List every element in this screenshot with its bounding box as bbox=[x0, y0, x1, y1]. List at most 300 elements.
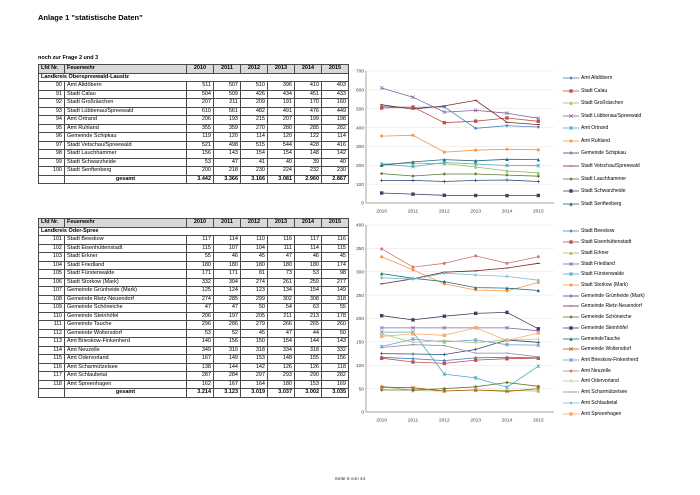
legend-label: Gemeinde Rietz-Neuendorf bbox=[581, 303, 642, 310]
value-cell: 47 bbox=[268, 253, 295, 262]
legend-label: Amt Spreenhagen bbox=[581, 410, 622, 417]
legend-swatch-icon bbox=[563, 125, 579, 131]
x-tick-label: 2011 bbox=[407, 209, 419, 215]
value-cell: 260 bbox=[322, 321, 349, 330]
value-cell: 180 bbox=[214, 261, 241, 270]
chart-series bbox=[380, 272, 540, 292]
legend-label: Stadt Lübbenau/Spreewald bbox=[581, 112, 642, 119]
value-cell: 482 bbox=[241, 107, 268, 116]
value-cell: 359 bbox=[214, 124, 241, 133]
square-marker-icon bbox=[443, 121, 446, 124]
value-cell: 47 bbox=[214, 158, 241, 167]
table-row bbox=[39, 124, 349, 133]
series-line bbox=[382, 174, 539, 177]
x-tick-label: 2013 bbox=[470, 209, 482, 215]
table-row bbox=[39, 355, 349, 364]
gesamt-value-cell: 3.366 bbox=[214, 175, 241, 184]
value-cell: 46 bbox=[214, 253, 241, 262]
empty-cell bbox=[39, 175, 65, 184]
legend-item bbox=[563, 176, 691, 182]
legend-label: Stadt Lauchhammer bbox=[581, 175, 627, 182]
legend-swatch-icon bbox=[563, 188, 579, 194]
circle-marker-icon bbox=[505, 148, 508, 151]
x-tick-label: 2010 bbox=[376, 418, 388, 424]
legend-swatch-icon bbox=[563, 389, 579, 395]
legend-swatch-icon bbox=[563, 88, 579, 94]
gesamt-value-cell: 3.081 bbox=[268, 175, 295, 184]
value-cell: 209 bbox=[241, 99, 268, 108]
legend-item bbox=[563, 282, 691, 288]
square-marker-icon bbox=[505, 194, 508, 197]
gesamt-value-cell: 3.002 bbox=[295, 389, 322, 398]
legend-label: Gemeinde Steinhöfel bbox=[581, 324, 628, 331]
gesamt-value-cell: 3.019 bbox=[241, 389, 268, 398]
value-cell: 180 bbox=[241, 261, 268, 270]
value-cell: 302 bbox=[268, 295, 295, 304]
table-row bbox=[39, 141, 349, 150]
y-tick-label: 100 bbox=[355, 182, 364, 188]
value-cell: 610 bbox=[187, 107, 214, 116]
value-cell: 115 bbox=[322, 244, 349, 253]
feuerwehr-name-cell: Gemeinde Rietz-Neuendorf bbox=[65, 295, 187, 304]
legend-item bbox=[563, 303, 691, 309]
circle-marker-icon bbox=[443, 262, 446, 265]
circle-marker-icon bbox=[380, 255, 383, 258]
square-marker-icon bbox=[411, 192, 414, 195]
gesamt-value-cell: 2.960 bbox=[295, 175, 322, 184]
lfd-nr-cell: 93 bbox=[39, 107, 65, 116]
value-cell: 143 bbox=[322, 338, 349, 347]
square-marker-icon bbox=[380, 191, 383, 194]
legend-swatch-icon bbox=[563, 261, 579, 267]
lfd-nr-cell: 99 bbox=[39, 158, 65, 167]
legend-item bbox=[563, 239, 691, 245]
value-cell: 218 bbox=[214, 167, 241, 176]
value-cell: 428 bbox=[295, 141, 322, 150]
legend-swatch-icon bbox=[563, 314, 579, 320]
diamond-marker-icon bbox=[443, 172, 446, 175]
x-tick-label: 2015 bbox=[532, 209, 544, 215]
circle-marker-icon bbox=[474, 149, 477, 152]
y-tick-label: 100 bbox=[355, 363, 364, 369]
y-tick-label: 400 bbox=[355, 223, 364, 229]
y-tick-label: 200 bbox=[355, 163, 364, 169]
lfd-nr-cell: 92 bbox=[39, 99, 65, 108]
value-cell: 230 bbox=[241, 167, 268, 176]
gesamt-label-cell: gesamt bbox=[65, 175, 187, 184]
legend-label: Gemeinde Woltersdorf bbox=[581, 346, 631, 353]
x-tick-label: 2011 bbox=[407, 418, 419, 424]
year-column-header: 2015 bbox=[322, 219, 349, 228]
feuerwehr-name-cell: Amt Ortrand bbox=[65, 116, 187, 125]
square-marker-icon bbox=[443, 334, 446, 337]
lfd-nr-cell: 96 bbox=[39, 133, 65, 142]
x-tick-label: 2013 bbox=[470, 418, 482, 424]
value-cell: 449 bbox=[322, 107, 349, 116]
lfd-nr-cell: 102 bbox=[39, 244, 65, 253]
value-cell: 73 bbox=[268, 270, 295, 279]
legend-swatch-icon bbox=[563, 282, 579, 288]
square-marker-icon bbox=[505, 311, 508, 314]
star-marker-icon bbox=[537, 364, 540, 367]
diamond-marker-icon bbox=[474, 172, 477, 175]
value-cell: 46 bbox=[295, 253, 322, 262]
value-cell: 318 bbox=[295, 346, 322, 355]
value-cell: 296 bbox=[187, 321, 214, 330]
value-cell: 40 bbox=[322, 158, 349, 167]
chart-series bbox=[380, 247, 540, 268]
diamond-marker-icon bbox=[569, 177, 572, 180]
table-row bbox=[39, 107, 349, 116]
table-oder-spree bbox=[38, 218, 349, 398]
legend-item bbox=[563, 188, 691, 194]
value-cell: 318 bbox=[241, 346, 268, 355]
plus-marker-icon bbox=[411, 179, 414, 182]
column-header: Lfd Nr. bbox=[39, 219, 65, 228]
value-cell: 53 bbox=[187, 158, 214, 167]
total-row bbox=[39, 389, 349, 398]
value-cell: 200 bbox=[187, 167, 214, 176]
y-tick-label: 150 bbox=[355, 340, 364, 346]
legend-label: Amt Schlaubetal bbox=[581, 399, 618, 406]
legend-label: Gemeinde Schipkau bbox=[581, 150, 627, 157]
square-marker-icon bbox=[380, 357, 383, 360]
table-row bbox=[39, 99, 349, 108]
plus-marker-icon bbox=[569, 380, 572, 383]
feuerwehr-name-cell: Amt Neuzelle bbox=[65, 346, 187, 355]
chart-oberspreewald-lausitz bbox=[344, 66, 691, 216]
square-marker-icon bbox=[474, 194, 477, 197]
value-cell: 50 bbox=[322, 329, 349, 338]
lfd-nr-cell: 91 bbox=[39, 90, 65, 99]
value-cell: 207 bbox=[268, 116, 295, 125]
diamond-marker-icon bbox=[537, 278, 540, 281]
square-marker-icon bbox=[569, 89, 572, 92]
series-line bbox=[382, 159, 539, 165]
circle-marker-icon bbox=[505, 289, 508, 292]
legend-swatch-icon bbox=[563, 378, 579, 384]
value-cell: 162 bbox=[187, 380, 214, 389]
diamond-marker-icon bbox=[411, 357, 414, 360]
value-cell: 285 bbox=[214, 295, 241, 304]
value-cell: 197 bbox=[214, 312, 241, 321]
table-row bbox=[39, 312, 349, 321]
legend-item bbox=[563, 357, 691, 363]
value-cell: 561 bbox=[214, 107, 241, 116]
series-line bbox=[382, 328, 539, 331]
chart-series bbox=[380, 100, 540, 124]
value-cell: 125 bbox=[187, 287, 214, 296]
legend-label: Amt Altdöbern bbox=[581, 75, 613, 82]
square-marker-icon bbox=[537, 120, 540, 123]
legend-swatch-icon bbox=[563, 75, 579, 81]
value-cell: 266 bbox=[268, 321, 295, 330]
legend-swatch-icon bbox=[563, 176, 579, 182]
legend-swatch-icon bbox=[563, 163, 579, 169]
chart-plot-area bbox=[344, 220, 559, 425]
feuerwehr-name-cell: Stadt Eisenhüttenstadt bbox=[65, 244, 187, 253]
value-cell: 171 bbox=[187, 270, 214, 279]
value-cell: 193 bbox=[214, 116, 241, 125]
value-cell: 174 bbox=[322, 261, 349, 270]
legend-item bbox=[563, 325, 691, 331]
plus-marker-icon bbox=[380, 179, 383, 182]
feuerwehr-name-cell: Gemeinde Woltersdorf bbox=[65, 329, 187, 338]
value-cell: 279 bbox=[241, 321, 268, 330]
plus-marker-icon bbox=[411, 352, 414, 355]
value-cell: 290 bbox=[295, 372, 322, 381]
diamond-marker-icon bbox=[474, 385, 477, 388]
circle-marker-icon bbox=[537, 148, 540, 151]
gesamt-label-cell: gesamt bbox=[65, 389, 187, 398]
square-marker-icon bbox=[537, 327, 540, 330]
frage-note: noch zur Frage 2 und 3 bbox=[38, 55, 99, 61]
plus-marker-icon bbox=[443, 180, 446, 183]
year-column-header: 2010 bbox=[187, 65, 214, 74]
value-cell: 40 bbox=[268, 158, 295, 167]
feuerwehr-name-cell: Amt Altdöbern bbox=[65, 82, 187, 91]
plus-marker-icon bbox=[569, 152, 572, 155]
feuerwehr-name-cell: Stadt Lübbenau/Spreewald bbox=[65, 107, 187, 116]
table-header-row bbox=[39, 219, 349, 228]
diamond-marker-icon bbox=[474, 273, 477, 276]
value-cell: 274 bbox=[187, 295, 214, 304]
table-row bbox=[39, 270, 349, 279]
year-column-header: 2012 bbox=[241, 65, 268, 74]
plus-marker-icon bbox=[537, 337, 540, 340]
section-row bbox=[39, 227, 349, 236]
year-column-header: 2013 bbox=[268, 219, 295, 228]
lfd-nr-cell: 103 bbox=[39, 253, 65, 262]
value-cell: 286 bbox=[214, 321, 241, 330]
feuerwehr-name-cell: Stadt Storkow (Mark) bbox=[65, 278, 187, 287]
value-cell: 81 bbox=[241, 270, 268, 279]
y-tick-label: 300 bbox=[355, 145, 364, 151]
value-cell: 206 bbox=[187, 116, 214, 125]
chart-series bbox=[380, 161, 540, 169]
table-row bbox=[39, 295, 349, 304]
value-cell: 198 bbox=[322, 116, 349, 125]
lfd-nr-cell: 100 bbox=[39, 167, 65, 176]
legend-label: Amt Scharmützelsee bbox=[581, 389, 628, 396]
legend-label: Amt Ortrand bbox=[581, 125, 609, 132]
value-cell: 155 bbox=[295, 355, 322, 364]
legend-item bbox=[563, 250, 691, 256]
feuerwehr-name-cell: Gemeinde Grünheide (Mark) bbox=[65, 287, 187, 296]
legend-label: Stadt Beeskow bbox=[581, 228, 615, 235]
chart-series bbox=[380, 191, 540, 197]
value-cell: 107 bbox=[214, 244, 241, 253]
series-line bbox=[382, 340, 539, 355]
square-marker-icon bbox=[537, 331, 540, 334]
value-cell: 511 bbox=[187, 82, 214, 91]
table-row bbox=[39, 253, 349, 262]
value-cell: 270 bbox=[241, 124, 268, 133]
legend-item bbox=[563, 113, 691, 119]
value-cell: 138 bbox=[187, 363, 214, 372]
empty-cell bbox=[39, 389, 65, 398]
legend-swatch-icon bbox=[563, 201, 579, 207]
diamond-marker-icon bbox=[505, 124, 508, 127]
value-cell: 180 bbox=[187, 261, 214, 270]
feuerwehr-name-cell: Stadt Friedland bbox=[65, 261, 187, 270]
value-cell: 120 bbox=[268, 133, 295, 142]
square-marker-icon bbox=[443, 362, 446, 365]
value-cell: 509 bbox=[214, 90, 241, 99]
plus-marker-icon bbox=[569, 294, 572, 297]
value-cell: 434 bbox=[268, 90, 295, 99]
value-cell: 491 bbox=[268, 107, 295, 116]
value-cell: 120 bbox=[214, 133, 241, 142]
y-tick-label: 350 bbox=[355, 247, 364, 253]
table-row bbox=[39, 346, 349, 355]
legend-swatch-icon bbox=[563, 368, 579, 374]
x-tick-label: 2010 bbox=[376, 209, 388, 215]
value-cell: 45 bbox=[241, 253, 268, 262]
circle-marker-icon bbox=[411, 268, 414, 271]
value-cell: 334 bbox=[268, 346, 295, 355]
statistik-table bbox=[38, 218, 349, 398]
circle-marker-icon bbox=[443, 151, 446, 154]
legend-swatch-icon bbox=[563, 271, 579, 277]
table-row bbox=[39, 304, 349, 313]
value-cell: 110 bbox=[241, 236, 268, 245]
feuerwehr-name-cell: Amt Odervorland bbox=[65, 355, 187, 364]
legend-item bbox=[563, 314, 691, 320]
section-row bbox=[39, 73, 349, 82]
legend-item bbox=[563, 201, 691, 207]
legend-label: Stadt Eisenhüttenstadt bbox=[581, 239, 632, 246]
value-cell: 47 bbox=[268, 329, 295, 338]
y-tick-label: 250 bbox=[355, 293, 364, 299]
value-cell: 287 bbox=[187, 372, 214, 381]
chart-legend bbox=[559, 72, 691, 210]
value-cell: 117 bbox=[295, 236, 322, 245]
value-cell: 52 bbox=[214, 329, 241, 338]
value-cell: 211 bbox=[268, 312, 295, 321]
table-row bbox=[39, 133, 349, 142]
value-cell: 156 bbox=[187, 150, 214, 159]
value-cell: 111 bbox=[268, 244, 295, 253]
value-cell: 55 bbox=[187, 253, 214, 262]
value-cell: 232 bbox=[295, 167, 322, 176]
value-cell: 149 bbox=[322, 287, 349, 296]
year-column-header: 2012 bbox=[241, 219, 268, 228]
table-row bbox=[39, 372, 349, 381]
diamond-marker-icon bbox=[537, 125, 540, 128]
value-cell: 116 bbox=[268, 236, 295, 245]
square-marker-icon bbox=[411, 332, 414, 335]
lfd-nr-cell: 113 bbox=[39, 338, 65, 347]
year-column-header: 2010 bbox=[187, 219, 214, 228]
value-cell: 310 bbox=[214, 346, 241, 355]
value-cell: 277 bbox=[322, 278, 349, 287]
feuerwehr-name-cell: Amt Ruhland bbox=[65, 124, 187, 133]
value-cell: 114 bbox=[241, 133, 268, 142]
legend-swatch-icon bbox=[563, 293, 579, 299]
table-row bbox=[39, 90, 349, 99]
legend-label: Gemeinde Grünheide (Mark) bbox=[581, 292, 645, 299]
legend-swatch-icon bbox=[563, 239, 579, 245]
series-line bbox=[382, 180, 539, 182]
legend-swatch-icon bbox=[563, 228, 579, 234]
value-cell: 47 bbox=[214, 304, 241, 313]
statistik-table bbox=[38, 64, 349, 184]
series-line bbox=[382, 135, 539, 152]
table-row bbox=[39, 244, 349, 253]
x-tick-label: 2014 bbox=[501, 209, 513, 215]
value-cell: 282 bbox=[322, 124, 349, 133]
value-cell: 150 bbox=[241, 338, 268, 347]
feuerwehr-name-cell: Stadt Fürstenwalde bbox=[65, 270, 187, 279]
table-row bbox=[39, 261, 349, 270]
series-line bbox=[382, 274, 539, 291]
square-marker-icon bbox=[474, 326, 477, 329]
diamond-marker-icon bbox=[569, 401, 572, 404]
square-marker-icon bbox=[569, 326, 572, 329]
value-cell: 115 bbox=[187, 244, 214, 253]
page-title: Anlage 1 "statistische Daten" bbox=[38, 13, 143, 22]
value-cell: 124 bbox=[214, 287, 241, 296]
value-cell: 154 bbox=[295, 287, 322, 296]
value-cell: 308 bbox=[295, 295, 322, 304]
square-marker-icon bbox=[411, 105, 414, 108]
legend-item bbox=[563, 271, 691, 277]
value-cell: 299 bbox=[241, 295, 268, 304]
total-row bbox=[39, 175, 349, 184]
diamond-marker-icon bbox=[380, 172, 383, 175]
value-cell: 304 bbox=[214, 278, 241, 287]
feuerwehr-name-cell: Amt Schlaubetal bbox=[65, 372, 187, 381]
lfd-nr-cell: 111 bbox=[39, 321, 65, 330]
value-cell: 213 bbox=[295, 312, 322, 321]
legend-label: Stadt Großräschen bbox=[581, 100, 624, 107]
legend-swatch-icon bbox=[563, 113, 579, 119]
lfd-nr-cell: 106 bbox=[39, 278, 65, 287]
value-cell: 160 bbox=[322, 99, 349, 108]
plus-marker-icon bbox=[537, 180, 540, 183]
value-cell: 211 bbox=[214, 99, 241, 108]
legend-item bbox=[563, 150, 691, 156]
year-column-header: 2011 bbox=[214, 219, 241, 228]
series-line bbox=[382, 249, 539, 267]
y-tick-label: 0 bbox=[361, 410, 364, 416]
lfd-nr-cell: 90 bbox=[39, 82, 65, 91]
legend-label: Amt Neuzelle bbox=[581, 367, 611, 374]
value-cell: 154 bbox=[268, 338, 295, 347]
legend-item bbox=[563, 88, 691, 94]
value-cell: 170 bbox=[295, 99, 322, 108]
table-row bbox=[39, 380, 349, 389]
square-marker-icon bbox=[380, 314, 383, 317]
diamond-marker-icon bbox=[537, 175, 540, 178]
diamond-marker-icon bbox=[505, 173, 508, 176]
circle-marker-icon bbox=[411, 266, 414, 269]
series-line bbox=[382, 163, 539, 173]
lfd-nr-cell: 98 bbox=[39, 150, 65, 159]
value-cell: 171 bbox=[214, 270, 241, 279]
x-tick-label: 2014 bbox=[501, 418, 513, 424]
lfd-nr-cell: 95 bbox=[39, 124, 65, 133]
chart-legend bbox=[559, 226, 691, 419]
legend-item bbox=[563, 389, 691, 395]
value-cell: 63 bbox=[295, 304, 322, 313]
value-cell: 280 bbox=[268, 124, 295, 133]
diamond-marker-icon bbox=[380, 276, 383, 279]
value-cell: 164 bbox=[241, 380, 268, 389]
legend-item bbox=[563, 75, 691, 81]
value-cell: 265 bbox=[295, 321, 322, 330]
